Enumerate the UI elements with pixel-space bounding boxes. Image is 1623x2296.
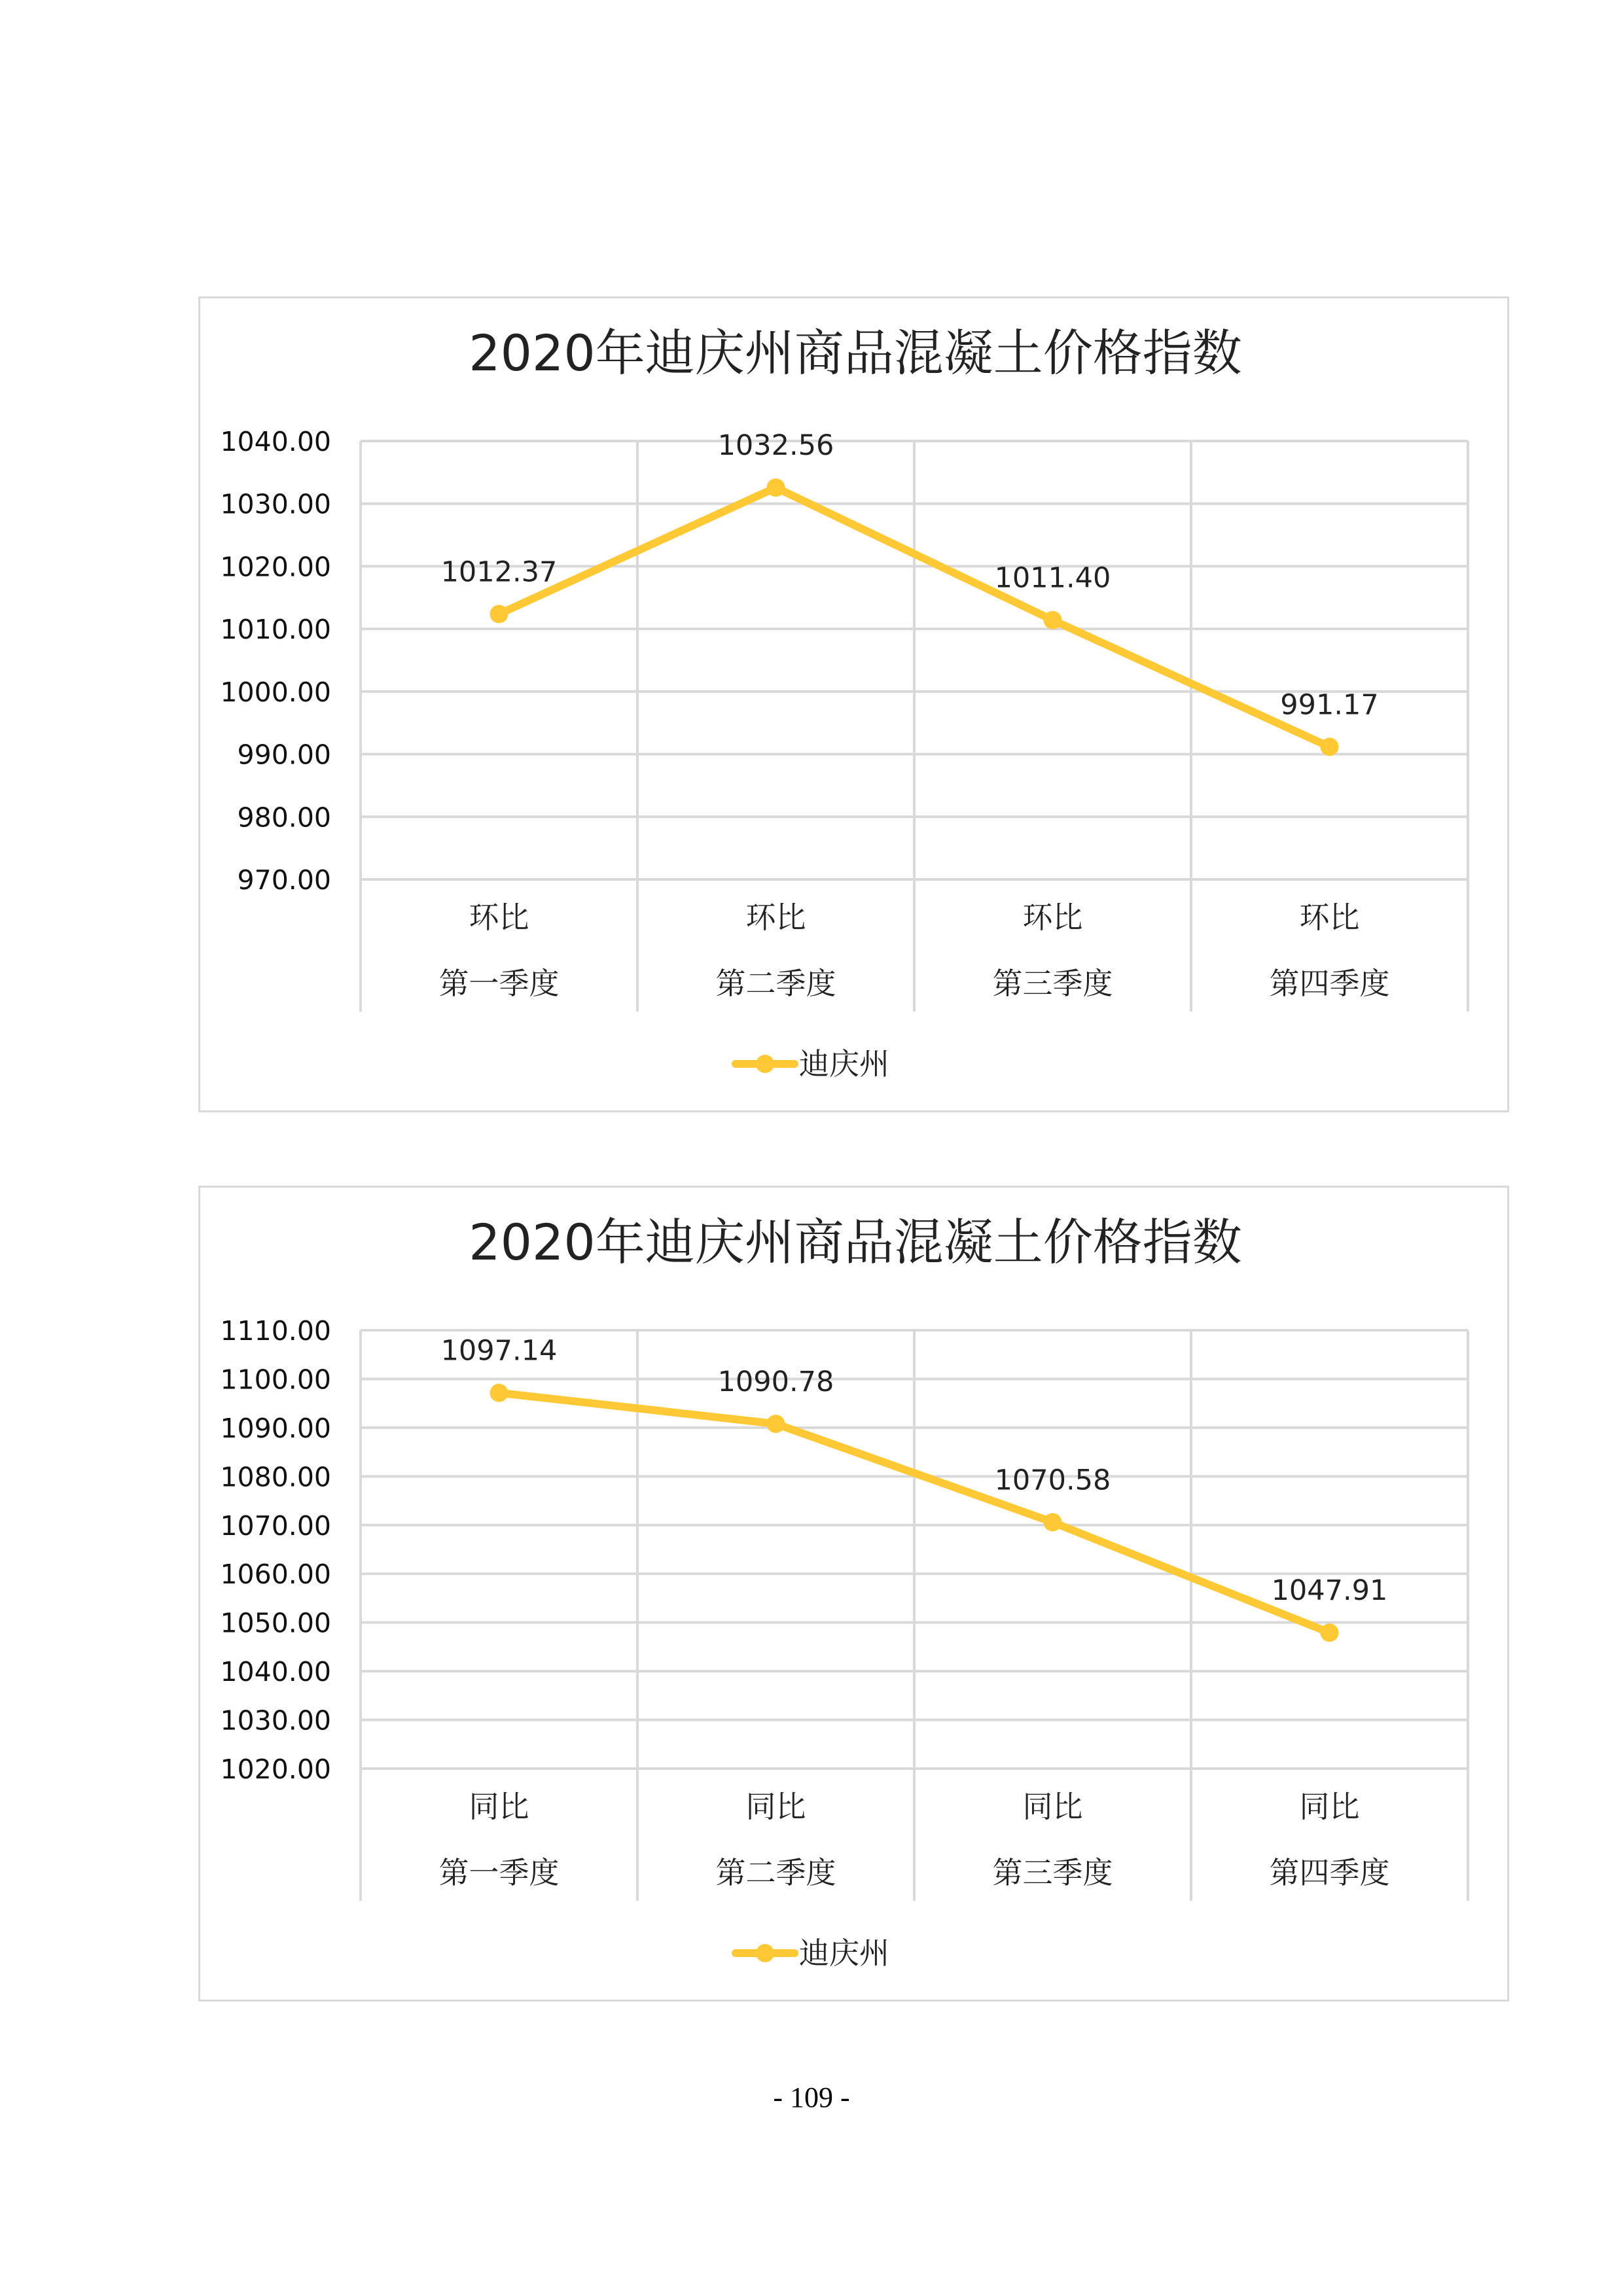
legend-label: 迪庆州 bbox=[799, 1046, 889, 1082]
y-tick-label: 1030.00 bbox=[220, 488, 331, 520]
x-tick-label: 环比 bbox=[745, 900, 806, 935]
y-tick-label: 1020.00 bbox=[220, 551, 331, 583]
legend-marker bbox=[756, 1055, 774, 1073]
x-tick-label: 第四季度 bbox=[1269, 966, 1390, 1001]
y-tick-label: 1100.00 bbox=[220, 1364, 331, 1396]
y-tick-label: 1000.00 bbox=[220, 676, 331, 708]
x-tick-label: 第一季度 bbox=[438, 966, 560, 1001]
chart-year-on-year bbox=[198, 1186, 1509, 2002]
data-label: 1032.56 bbox=[717, 429, 834, 463]
y-tick-label: 1050.00 bbox=[220, 1607, 331, 1639]
y-tick-label: 1110.00 bbox=[220, 1315, 331, 1347]
x-tick-label: 环比 bbox=[469, 900, 529, 935]
legend-label: 迪庆州 bbox=[799, 1935, 889, 1971]
data-point bbox=[490, 605, 508, 623]
x-tick-label: 同比 bbox=[1299, 1789, 1360, 1824]
x-tick-label: 环比 bbox=[1299, 900, 1360, 935]
data-point bbox=[1044, 1513, 1062, 1531]
y-tick-label: 970.00 bbox=[237, 864, 331, 896]
data-label: 1011.40 bbox=[994, 561, 1111, 595]
data-point bbox=[1321, 737, 1339, 756]
x-tick-label: 环比 bbox=[1022, 900, 1083, 935]
data-point bbox=[767, 1415, 785, 1433]
data-point bbox=[767, 478, 785, 497]
y-tick-label: 980.00 bbox=[237, 802, 331, 834]
data-label: 991.17 bbox=[1280, 688, 1379, 722]
y-tick-label: 1090.00 bbox=[220, 1412, 331, 1444]
x-tick-label: 第二季度 bbox=[715, 966, 836, 1001]
y-tick-label: 1070.00 bbox=[220, 1510, 331, 1542]
x-tick-label: 第三季度 bbox=[992, 1855, 1113, 1890]
chart-ring-ratio bbox=[198, 296, 1509, 1112]
legend-marker bbox=[756, 1944, 774, 1962]
data-label: 1070.58 bbox=[994, 1464, 1111, 1497]
x-tick-label: 第四季度 bbox=[1269, 1855, 1390, 1890]
y-tick-label: 1080.00 bbox=[220, 1461, 331, 1493]
data-point bbox=[1321, 1623, 1339, 1642]
page-number: - 109 - bbox=[773, 2081, 850, 2113]
y-tick-label: 1030.00 bbox=[220, 1704, 331, 1737]
data-point bbox=[1044, 611, 1062, 629]
data-label: 1047.91 bbox=[1271, 1574, 1388, 1608]
data-label: 1097.14 bbox=[440, 1334, 558, 1368]
data-label: 1012.37 bbox=[440, 556, 558, 589]
y-tick-label: 1040.00 bbox=[220, 426, 331, 457]
data-label: 1090.78 bbox=[717, 1366, 834, 1399]
x-tick-label: 第二季度 bbox=[715, 1855, 836, 1890]
x-tick-label: 同比 bbox=[745, 1789, 806, 1824]
x-tick-label: 同比 bbox=[1022, 1789, 1083, 1824]
chart-title: 2020年迪庆州商品混凝土价格指数 bbox=[469, 324, 1242, 382]
x-tick-label: 第一季度 bbox=[438, 1855, 560, 1890]
y-tick-label: 1040.00 bbox=[220, 1656, 331, 1688]
y-tick-label: 1020.00 bbox=[220, 1754, 331, 1785]
chart-svg bbox=[200, 1188, 1511, 2004]
y-tick-label: 1060.00 bbox=[220, 1559, 331, 1591]
x-tick-label: 第三季度 bbox=[992, 966, 1113, 1001]
data-point bbox=[490, 1384, 508, 1402]
y-tick-label: 1010.00 bbox=[220, 614, 331, 646]
chart-title: 2020年迪庆州商品混凝土价格指数 bbox=[469, 1213, 1242, 1271]
chart-svg bbox=[200, 298, 1511, 1114]
x-tick-label: 同比 bbox=[469, 1789, 529, 1824]
y-tick-label: 990.00 bbox=[237, 739, 331, 771]
